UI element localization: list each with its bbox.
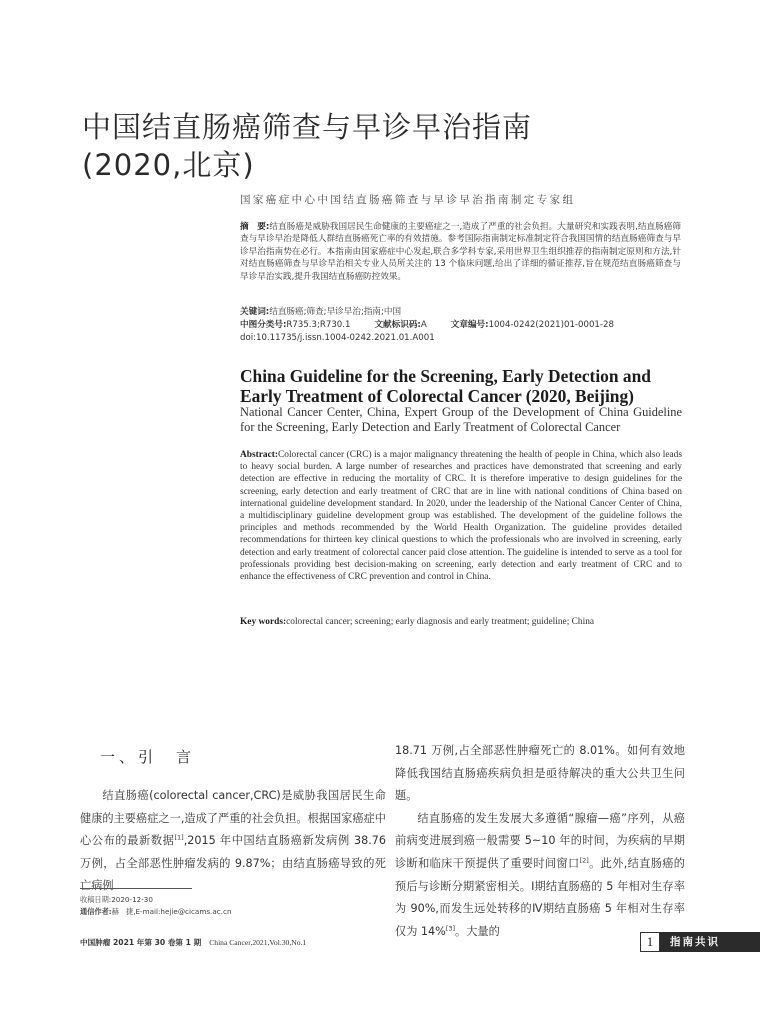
keywords-en-label: Key words:	[240, 617, 287, 627]
body-text: ,2015 年中国结直肠癌新发病例 38.76 万例，占全部恶性肿瘤发病的 9.87%；由结直肠癌导致的死亡病例	[80, 834, 386, 893]
article-no-value: 1004-0242(2021)01-0001-28	[488, 320, 614, 330]
doi: doi:10.11735/j.issn.1004-0242.2021.01.A001	[240, 333, 435, 343]
body-paragraph	[395, 808, 685, 944]
journal-en: China Cancer,2021,Vol.30,No.1	[209, 938, 307, 947]
keywords-en	[240, 616, 682, 628]
doc-code-value: A	[420, 320, 427, 330]
body-text: 。大量的	[455, 924, 500, 938]
keywords-cn-text: 结直肠癌;筛查;早诊早治;指南;中国	[269, 307, 402, 317]
received-value: 2020-12-30	[111, 895, 153, 904]
abstract-cn-label: 摘 要:	[240, 222, 270, 232]
clc-label: 中图分类号:	[240, 320, 287, 330]
authors-cn: 国家癌症中心中国结直肠癌筛查与早诊早治指南制定专家组	[240, 194, 576, 206]
clc-value: R735.3;R730.1	[286, 320, 351, 330]
keywords-cn	[240, 306, 401, 318]
keywords-en-text: colorectal cancer; screening; early diagnosis and early treatment; guideline; China	[286, 617, 595, 627]
page-number: 1	[640, 932, 660, 952]
reference-marker[interactable]: [3]	[445, 924, 456, 933]
keywords-cn-label: 关键词:	[240, 307, 270, 317]
abstract-en-text: Colorectal cancer (CRC) is a major malignancy threatening the health of people in China, which also leads to heavy social burden. A large number of researches and practices have demonstrated that screening and early detection are effective in reducing the mortality of CRC. It is therefore imperative to design guidelines for the screening, early detection and early treatment of CRC that are in line with national conditions of China based on international guideline development standard. In 2020, under the leadership of the National Cancer Center of China, a multidisciplinary guideline development group was established. The development of the guideline follows the principles and methods recommended by the World Health Organization. The guideline provides detailed recommendations for thirteen key clinical questions to which the professionals who are involved in screening, early detection and early treatment of colorectal cancer paid close attention. The guideline is intended to serve as a tool for professionals providing best decision-making on screening, early detection and early treatment of CRC and to enhance the effectiveness of CRC prevention and control in China.	[240, 450, 682, 583]
title-cn-line2: (2020,北京)	[82, 148, 255, 182]
page-title-cn	[82, 108, 532, 184]
corresponding-value: 赫 捷,E-mail:hejie@cicams.ac.cn	[111, 907, 232, 916]
corresponding-label: 通信作者:	[80, 907, 112, 916]
body-text: 结直肠癌(colorectal cancer,CRC)是威胁我国居民生命健康的主要癌症之一,造成了严重的社会负担。根据国家癌症中心公布的最新数据	[80, 789, 386, 848]
journal-cn: 中国肿瘤 2021 年第 30 卷第 1 期	[80, 938, 202, 947]
article-no-label: 文章编号:	[450, 320, 489, 330]
received-date	[80, 895, 153, 905]
body-column-right	[395, 740, 685, 943]
reference-marker[interactable]: [2]	[579, 856, 589, 865]
body-paragraph	[80, 785, 386, 898]
doc-code-label: 文献标识码:	[374, 320, 421, 330]
footnote-divider	[80, 888, 192, 889]
title-cn-line1: 中国结直肠癌筛查与早诊早治指南	[82, 110, 533, 144]
body-paragraph: 18.71 万例,占全部恶性肿瘤死亡的 8.01%。如何有效地降低我国结直肠癌疾病负担是亟待解决的重大公共卫生问题。	[395, 744, 685, 803]
body-column-left	[80, 785, 386, 898]
corresponding-author	[80, 907, 232, 917]
body-text: 。此外,结直肠癌的预后与诊断分期紧密相关。Ⅰ期结直肠癌的 5 年相对生存率为 90%,而发生远处转移的Ⅳ期结直肠癌 5 年相对生存率仅为 14%	[395, 856, 685, 938]
body-text: 结直肠癌的发生发展大多遵循“腺瘤—癌”序列，从癌前病变进展到癌一般需要 5~10 年的时间，为疾病的早期诊断和临床干预提供了重要时间窗口	[395, 811, 685, 870]
abstract-en-label: Abstract:	[240, 450, 279, 460]
abstract-cn	[240, 221, 681, 283]
reference-marker[interactable]: [1]	[174, 833, 184, 842]
abstract-cn-text: 结直肠癌是威胁我国居民生命健康的主要癌症之一,造成了严重的社会负担。大量研究和实践表明,结直肠癌筛查与早诊早治是降低人群结直肠癌死亡率的有效措施。参考国际指南制定标准制定符合我国国情的结直肠癌筛查与早诊早治指南势在必行。本指南由国家癌症中心发起,联合多学科专家,采用世界卫生组织推荐的指南制定原则和方法,针对结直肠癌筛查与早诊早治相关专业人员所关注的 13 个临床问题,给出了详细的循证推荐,旨在规范结直肠癌筛查与早诊早治实践,提升我国结直肠癌防控效果。	[240, 222, 681, 282]
authors-en: National Cancer Center, China, Expert Group of the Development of China Guideline for the Screening, Early Detection and Early Treatment of Colorectal Cancer	[240, 405, 682, 434]
abstract-en	[240, 449, 682, 583]
journal-footer	[80, 937, 306, 948]
received-label: 收稿日期:	[80, 895, 112, 904]
page-title-en: China Guideline for the Screening, Early Detection and Early Treatment of Colorectal Cancer (2020, Beijing)	[240, 366, 651, 406]
section-heading-introduction: 一、引 言	[100, 748, 196, 766]
classification-line	[240, 319, 614, 331]
section-tab-label: 指南共识	[660, 932, 760, 952]
